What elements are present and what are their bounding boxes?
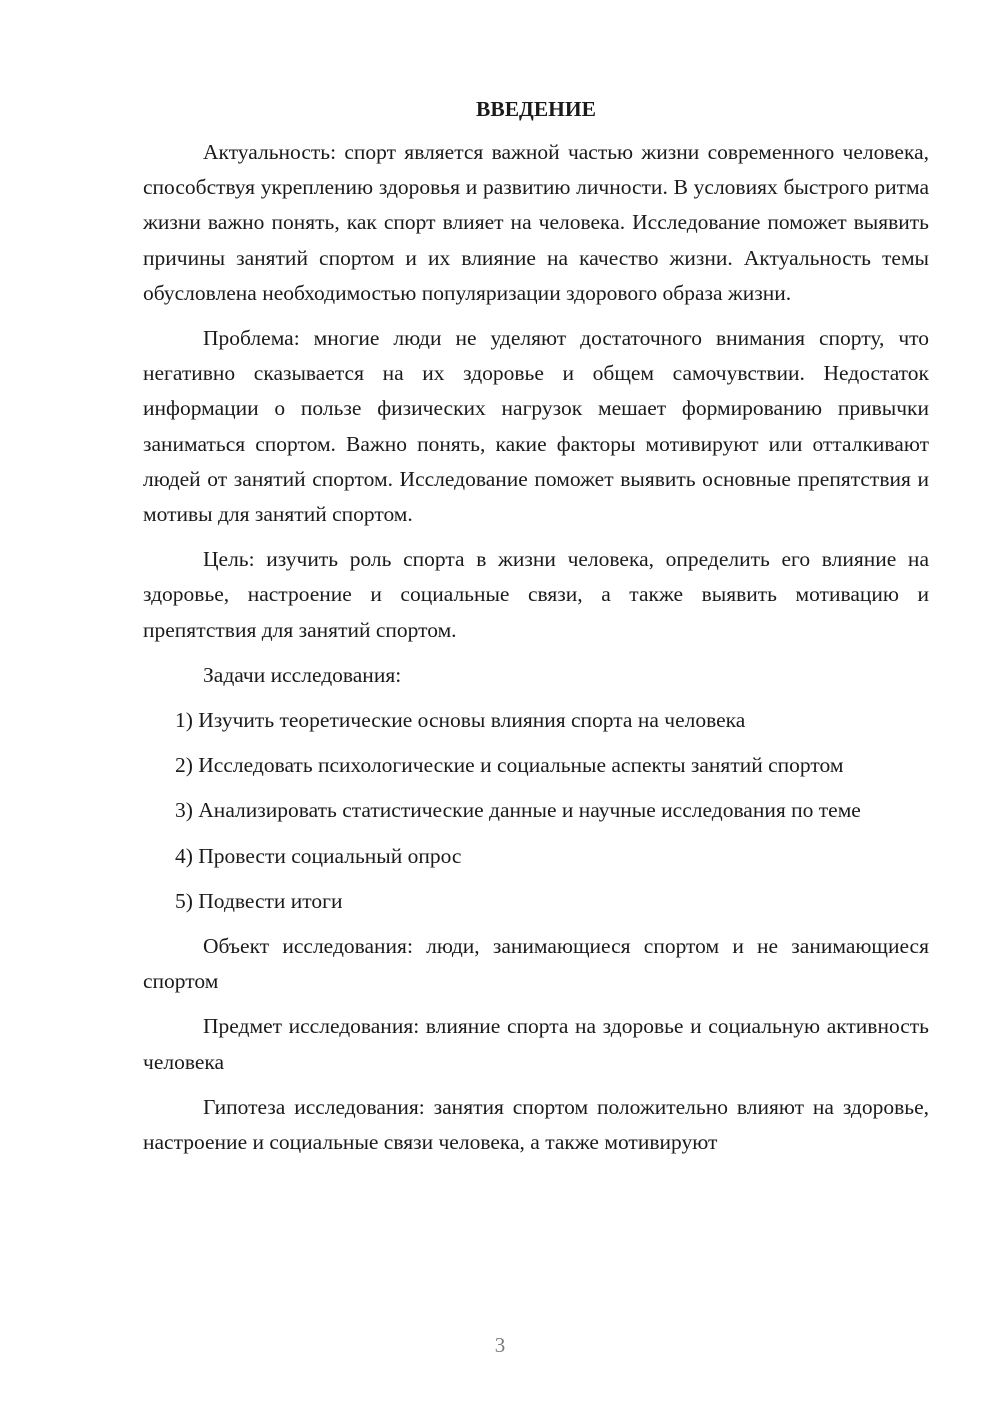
object-paragraph: Объект исследования: люди, занимающиеся спортом и не занимающиеся спортом: [143, 934, 929, 994]
tasks-list: [143, 703, 929, 919]
task-item: 5) Подвести итоги: [175, 888, 343, 913]
page-title: ВВЕДЕНИЕ: [476, 97, 596, 121]
task-item: 3) Анализировать статистические данные и научные исследования по теме: [175, 798, 861, 823]
relevance-paragraph: Актуальность: спорт является важной частью жизни современного человека, способствуя укреплению здоровья и развитию личности. В условиях быстрого ритма жизни важно понять, как спорт влияет на человека. Исследование поможет выявить причины занятий спортом и их влияние на качество жизни. Актуальность темы обусловлена необходимостью популяризации здорового образа жизни.: [143, 140, 929, 305]
task-item: 2) Исследовать психологические и социальные аспекты занятий спортом: [175, 753, 844, 778]
tasks-heading: Задачи исследования:: [203, 662, 402, 687]
task-item: 1) Изучить теоретические основы влияния спорта на человека: [175, 708, 746, 733]
task-item: 4) Провести социальный опрос: [175, 843, 462, 868]
problem-paragraph: Проблема: многие люди не уделяют достаточного внимания спорту, что негативно сказывается на их здоровье и общем самочувствии. Недостаток информации о пользе физических нагрузок мешает формированию привычки заниматься спортом. Важно понять, какие факторы мотивируют или отталкивают людей от занятий спортом. Исследование поможет выявить основные препятствия и мотивы для занятий спортом.: [143, 326, 929, 527]
goal-paragraph: Цель: изучить роль спорта в жизни человека, определить его влияние на здоровье, настроение и социальные связи, а также выявить мотивацию и препятствия для занятий спортом.: [143, 547, 929, 642]
page-number: 3: [494, 1333, 506, 1357]
hypothesis-paragraph: Гипотеза исследования: занятия спортом положительно влияют на здоровье, настроение и социальные связи человека, а также мотивируют: [143, 1094, 929, 1155]
subject-paragraph: Предмет исследования: влияние спорта на здоровье и социальную активность человека: [143, 1014, 929, 1074]
document-page: [143, 92, 929, 1170]
